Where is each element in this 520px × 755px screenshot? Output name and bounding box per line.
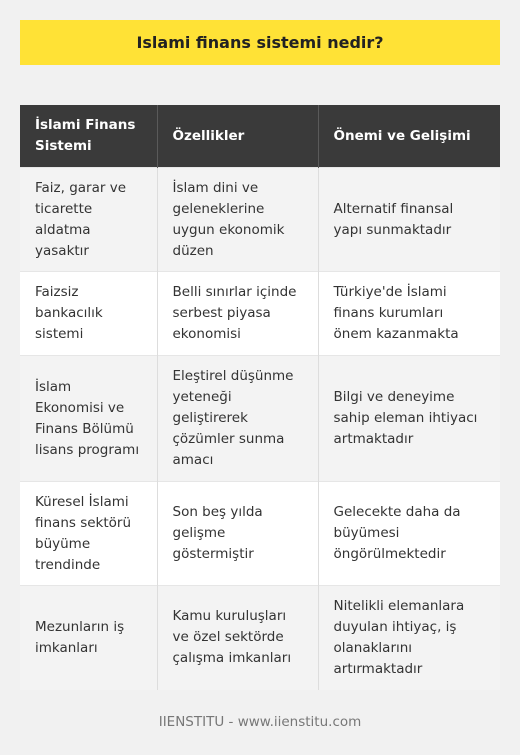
table-cell: Nitelikli elemanlara duyulan ihtiyaç, iş olanaklarını artırmaktadır bbox=[318, 586, 500, 690]
table-cell: Faizsiz bankacılık sistemi bbox=[20, 272, 157, 356]
table-cell: Kamu kuruluşları ve özel sektörde çalışma imkanları bbox=[157, 586, 318, 690]
footer-credit: IIENSTITU - www.iienstitu.com bbox=[158, 714, 362, 730]
table-row bbox=[20, 356, 500, 482]
table-cell: Belli sınırlar içinde serbest piyasa ekonomisi bbox=[157, 272, 318, 356]
table-cell: Bilgi ve deneyime sahip eleman ihtiyacı artmaktadır bbox=[318, 356, 500, 482]
header-features: Özellikler bbox=[157, 105, 318, 168]
table-cell: Faiz, garar ve ticarette aldatma yasaktır bbox=[20, 168, 157, 272]
header-islamic-finance-system: İslami Finans Sistemi bbox=[20, 105, 157, 168]
table-cell: Eleştirel düşünme yeteneği geliştirerek çözümler sunma amacı bbox=[157, 356, 318, 482]
table-cell: Küresel İslami finans sektörü büyüme trendinde bbox=[20, 482, 157, 586]
info-table bbox=[20, 105, 500, 690]
table-cell: Son beş yılda gelişme göstermiştir bbox=[157, 482, 318, 586]
title-banner bbox=[20, 20, 500, 65]
table-row bbox=[20, 272, 500, 356]
table-cell: Gelecekte daha da büyümesi öngörülmektedir bbox=[318, 482, 500, 586]
table-cell: Mezunların iş imkanları bbox=[20, 586, 157, 690]
table-cell: Türkiye'de İslami finans kurumları önem kazanmakta bbox=[318, 272, 500, 356]
table-cell: Alternatif finansal yapı sunmaktadır bbox=[318, 168, 500, 272]
table-row bbox=[20, 586, 500, 690]
table-row bbox=[20, 482, 500, 586]
page-title: Islami finans sistemi nedir? bbox=[136, 33, 384, 52]
table-cell: İslam Ekonomisi ve Finans Bölümü lisans programı bbox=[20, 356, 157, 482]
table-row bbox=[20, 168, 500, 272]
header-importance-development: Önemi ve Gelişimi bbox=[318, 105, 500, 168]
table-cell: İslam dini ve geleneklerine uygun ekonomik düzen bbox=[157, 168, 318, 272]
table-header-row bbox=[20, 105, 500, 168]
